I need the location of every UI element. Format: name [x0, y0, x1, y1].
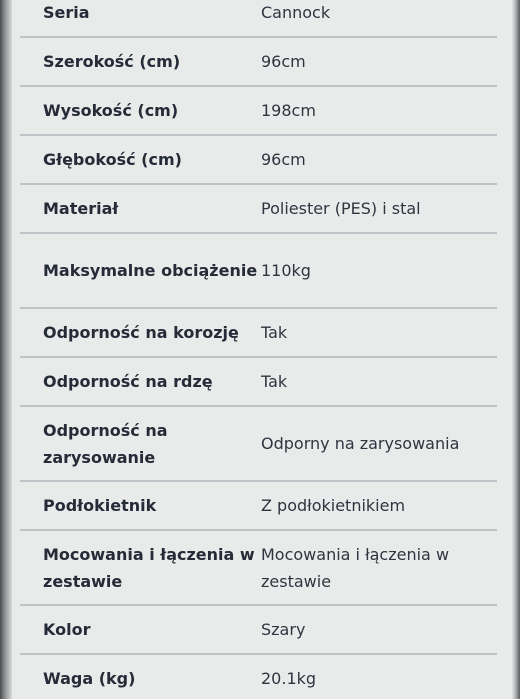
spec-value: 96cm [261, 52, 306, 71]
spec-label: Mocowania i łączenia w zestawie [43, 544, 255, 591]
spec-label: Materiał [43, 199, 119, 218]
spec-value: 110kg [261, 261, 311, 280]
spec-label: Odporność na zarysowanie [43, 420, 168, 467]
table-row-waga [20, 655, 497, 699]
spec-label: Głębokość (cm) [43, 150, 182, 169]
table-row-seria [20, 0, 497, 38]
spec-label: Szerokość (cm) [43, 52, 181, 71]
spec-label: Seria [43, 3, 90, 22]
spec-label: Podłokietnik [43, 496, 157, 515]
spec-value: Poliester (PES) i stal [261, 199, 421, 218]
spec-value: 198cm [261, 101, 316, 120]
spec-value: Tak [261, 372, 288, 391]
table-row-material [20, 185, 497, 234]
table-row-kolor [20, 606, 497, 655]
spec-label: Maksymalne obciążenie [43, 261, 258, 280]
spec-label: Kolor [43, 620, 91, 639]
spec-value: Tak [261, 323, 288, 342]
spec-value: 96cm [261, 150, 306, 169]
spec-label: Odporność na korozję [43, 323, 239, 342]
table-row-podlokietnik [20, 482, 497, 531]
table-row-glebokosc [20, 136, 497, 185]
spec-value: Z podłokietnikiem [261, 496, 406, 515]
table-row-mocowania [20, 531, 497, 606]
spec-label: Wysokość (cm) [43, 101, 179, 120]
table-row-rdza [20, 358, 497, 407]
table-row-obciazenie [20, 234, 497, 309]
spec-value: Mocowania i łączenia w zestawie [261, 544, 450, 591]
spec-value: Odporny na zarysowania [261, 434, 460, 453]
spec-label: Waga (kg) [43, 669, 136, 688]
spec-value: Cannock [261, 3, 331, 22]
spec-table [20, 0, 497, 699]
right-shadow-edge [512, 0, 520, 699]
table-row-szerokosc [20, 38, 497, 87]
table-row-korozja [20, 309, 497, 358]
spec-value: 20.1kg [261, 669, 317, 688]
spec-label: Odporność na rdzę [43, 372, 213, 391]
table-row-wysokosc [20, 87, 497, 136]
left-shadow-edge [0, 0, 12, 699]
spec-value: Szary [261, 620, 306, 639]
table-row-zarysowanie [20, 407, 497, 482]
